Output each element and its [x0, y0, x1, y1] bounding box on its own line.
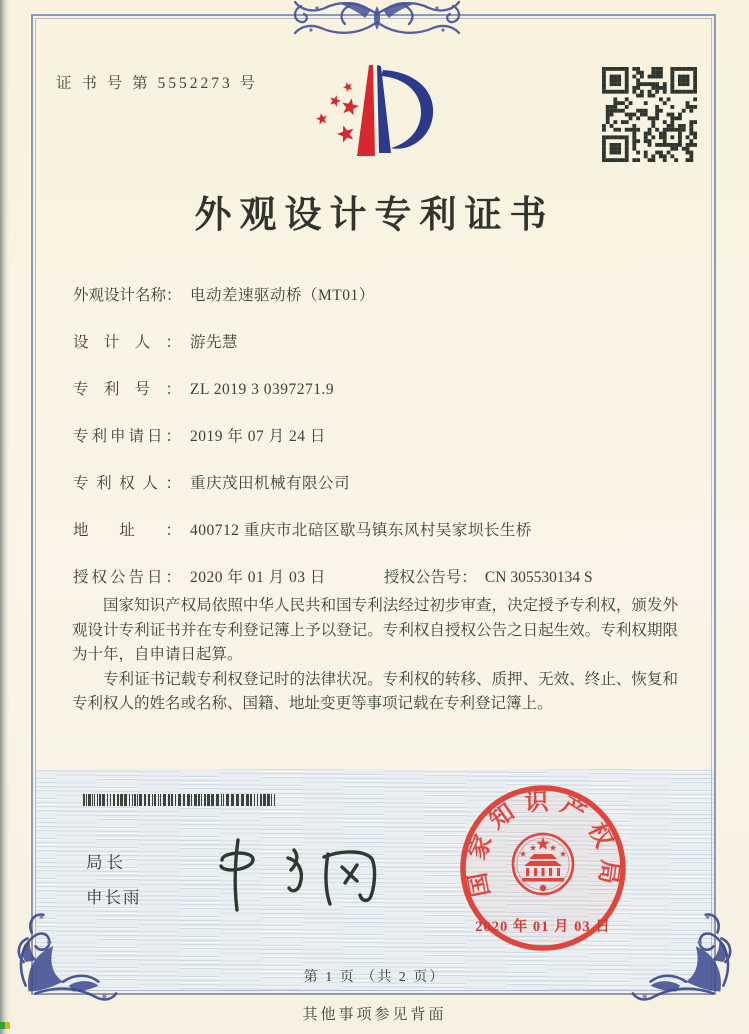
cnipa-logo-icon: [315, 58, 440, 160]
back-note: 其他事项参见背面: [302, 1007, 447, 1023]
field-list: [73, 285, 593, 614]
field-value: CN 305530134 S: [484, 569, 593, 586]
border-ornament-top-center: [257, 0, 497, 42]
field-row-grant-date: [73, 567, 593, 589]
handwritten-signature: [208, 828, 393, 918]
field-value: 2019 年 07 月 24 日: [190, 428, 326, 445]
barcode-icon: [83, 794, 280, 806]
scan-edge-shadow: [0, 0, 9, 1034]
field-value: ZL 2019 3 0397271.9: [190, 381, 335, 398]
field-value: 游先慧: [190, 334, 239, 351]
certificate-number: 证 书 号 第 5552273 号: [56, 75, 259, 92]
legal-paragraph-2: 专利证书记载专利权登记时的法律状况。专利权的转移、质押、无效、终止、恢复和专利权人的姓名或名称、国籍、地址变更等事项记载在专利登记簿上。: [72, 670, 678, 713]
field-label: 授权公告号：: [383, 569, 477, 586]
grant-publication-no: [384, 569, 593, 586]
field-label: 专利权人：: [73, 475, 181, 492]
director-title: 局长: [86, 853, 127, 872]
field-row-filing-date: [73, 426, 593, 448]
field-row-design-name: [73, 285, 593, 307]
field-row-patentee: [73, 473, 593, 495]
legal-text: [72, 594, 678, 717]
field-label: 专利申请日：: [73, 428, 181, 445]
field-label: 设计人：: [73, 334, 181, 351]
field-value: 2020 年 01 月 03 日: [190, 569, 326, 586]
page-number: 第 1 页 （共 2 页）: [303, 970, 446, 985]
field-value: 400712 重庆市北碚区歇马镇东风村吴家坝长生桥: [190, 522, 532, 539]
field-label: 地址：: [73, 522, 181, 539]
field-row-address: [73, 520, 593, 542]
seal-text: 国家知识产权局: [463, 789, 623, 899]
scan-artifact: [5, 1022, 10, 1029]
field-label: 专利号：: [73, 381, 181, 398]
field-value: 重庆茂田机械有限公司: [190, 475, 351, 492]
qr-code-icon: [602, 67, 697, 162]
page-title: 外观设计专利证书: [194, 195, 555, 236]
legal-paragraph-1: 国家知识产权局依照中华人民共和国专利法经过初步审查，决定授予专利权，颁发外观设计专利证书并在专利登记簿上予以登记。专利权自授权公告之日起生效。专利权期限为十年，自申请日起算。: [72, 597, 678, 664]
director-name: 申长雨: [86, 888, 142, 907]
field-value: 电动差速驱动桥（MT01）: [190, 287, 375, 304]
field-label: 授权公告日：: [73, 569, 181, 586]
field-label: 外观设计名称：: [73, 287, 182, 304]
seal-date: 2020 年 01 月 03 日: [475, 919, 611, 935]
field-row-designer: [73, 332, 593, 354]
field-row-patent-number: [73, 379, 593, 401]
